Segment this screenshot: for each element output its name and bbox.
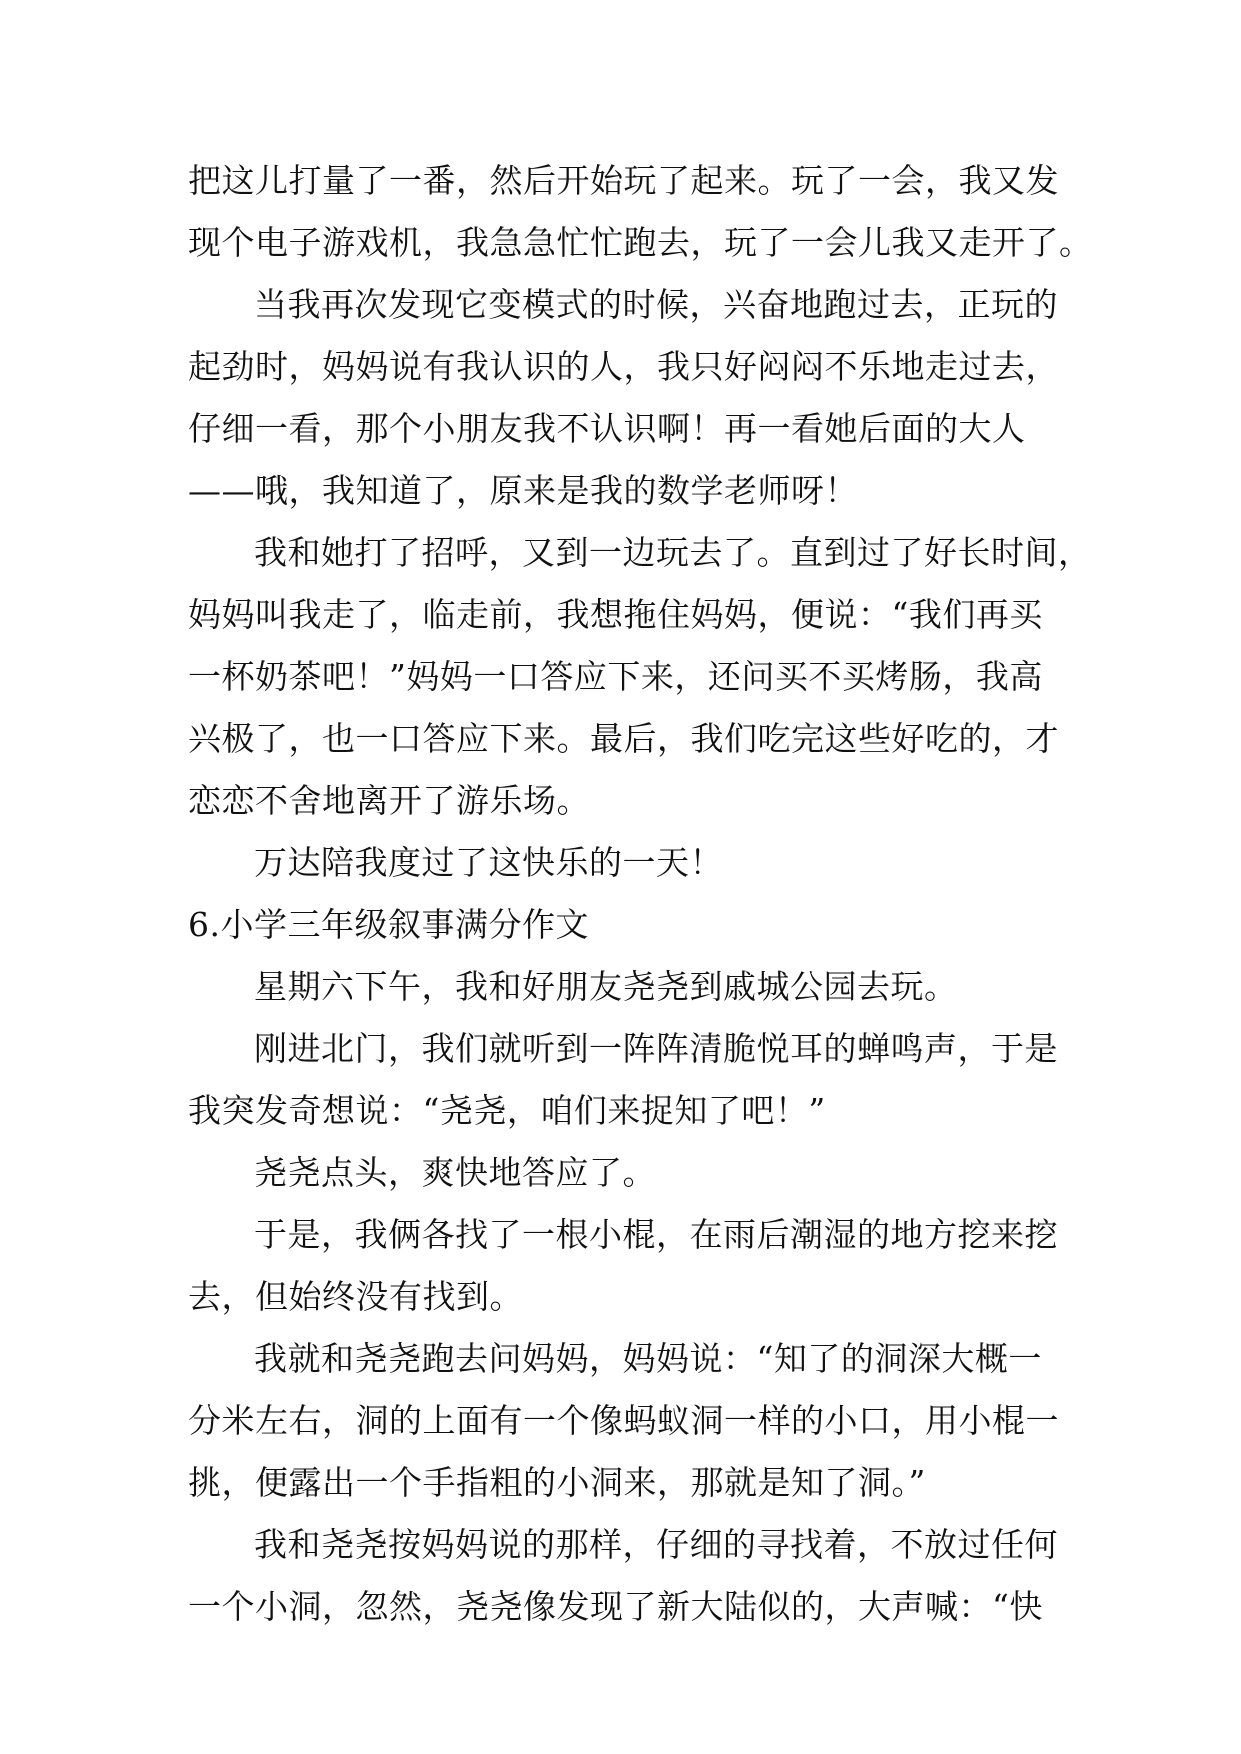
text-line: 挑，便露出一个手指粗的小洞来，那就是知了洞。” [188, 1463, 926, 1502]
paragraph-start-line: 我和她打了招呼，又到一边玩去了。直到过了好长时间， [254, 533, 1092, 572]
text-line: 恋恋不舍地离开了游乐场。 [188, 781, 590, 820]
text-line: 兴极了，也一口答应下来。最后，我们吃完这些好吃的，才 [188, 719, 1059, 758]
paragraph-start-line: 万达陪我度过了这快乐的一天！ [254, 843, 723, 882]
text-line: 起劲时，妈妈说有我认识的人，我只好闷闷不乐地走过去， [188, 347, 1059, 386]
text-line: ——哦，我知道了，原来是我的数学老师呀！ [188, 471, 858, 510]
text-line: 现个电子游戏机，我急急忙忙跑去，玩了一会儿我又走开了。 [188, 223, 1093, 262]
essay-text [188, 150, 1093, 1638]
paragraph-start-line: 星期六下午，我和好朋友尧尧到戚城公园去玩。 [254, 967, 958, 1006]
text-line: 仔细一看，那个小朋友我不认识啊！再一看她后面的大人 [188, 409, 1026, 448]
paragraph-start-line: 刚进北门，我们就听到一阵阵清脆悦耳的蝉鸣声，于是 [254, 1029, 1058, 1068]
paragraph-start-line: 尧尧点头，爽快地答应了。 [254, 1153, 656, 1192]
section-heading: 6.小学三年级叙事满分作文 [188, 905, 589, 944]
paragraph-start-line: 于是，我俩各找了一根小棍，在雨后潮湿的地方挖来挖 [254, 1215, 1058, 1254]
text-line: 一个小洞，忽然，尧尧像发现了新大陆似的，大声喊：“快 [188, 1587, 1043, 1626]
text-line: 去，但始终没有找到。 [188, 1277, 523, 1316]
text-line: 妈妈叫我走了，临走前，我想拖住妈妈，便说：“我们再买 [188, 595, 1043, 634]
text-line: 分米左右，洞的上面有一个像蚂蚁洞一样的小口，用小棍一 [188, 1401, 1059, 1440]
text-line: 把这儿打量了一番，然后开始玩了起来。玩了一会，我又发 [188, 161, 1059, 200]
paragraph-start-line: 我和尧尧按妈妈说的那样，仔细的寻找着，不放过任何 [254, 1525, 1058, 1564]
text-line: 我突发奇想说：“尧尧，咱们来捉知了吧！” [188, 1091, 826, 1130]
paragraph-start-line: 当我再次发现它变模式的时候，兴奋地跑过去，正玩的 [254, 285, 1058, 324]
paragraph-start-line: 我就和尧尧跑去问妈妈，妈妈说：“知了的洞深大概一 [254, 1339, 1042, 1378]
text-line: 一杯奶茶吧！”妈妈一口答应下来，还问买不买烤肠，我高 [188, 657, 1043, 696]
